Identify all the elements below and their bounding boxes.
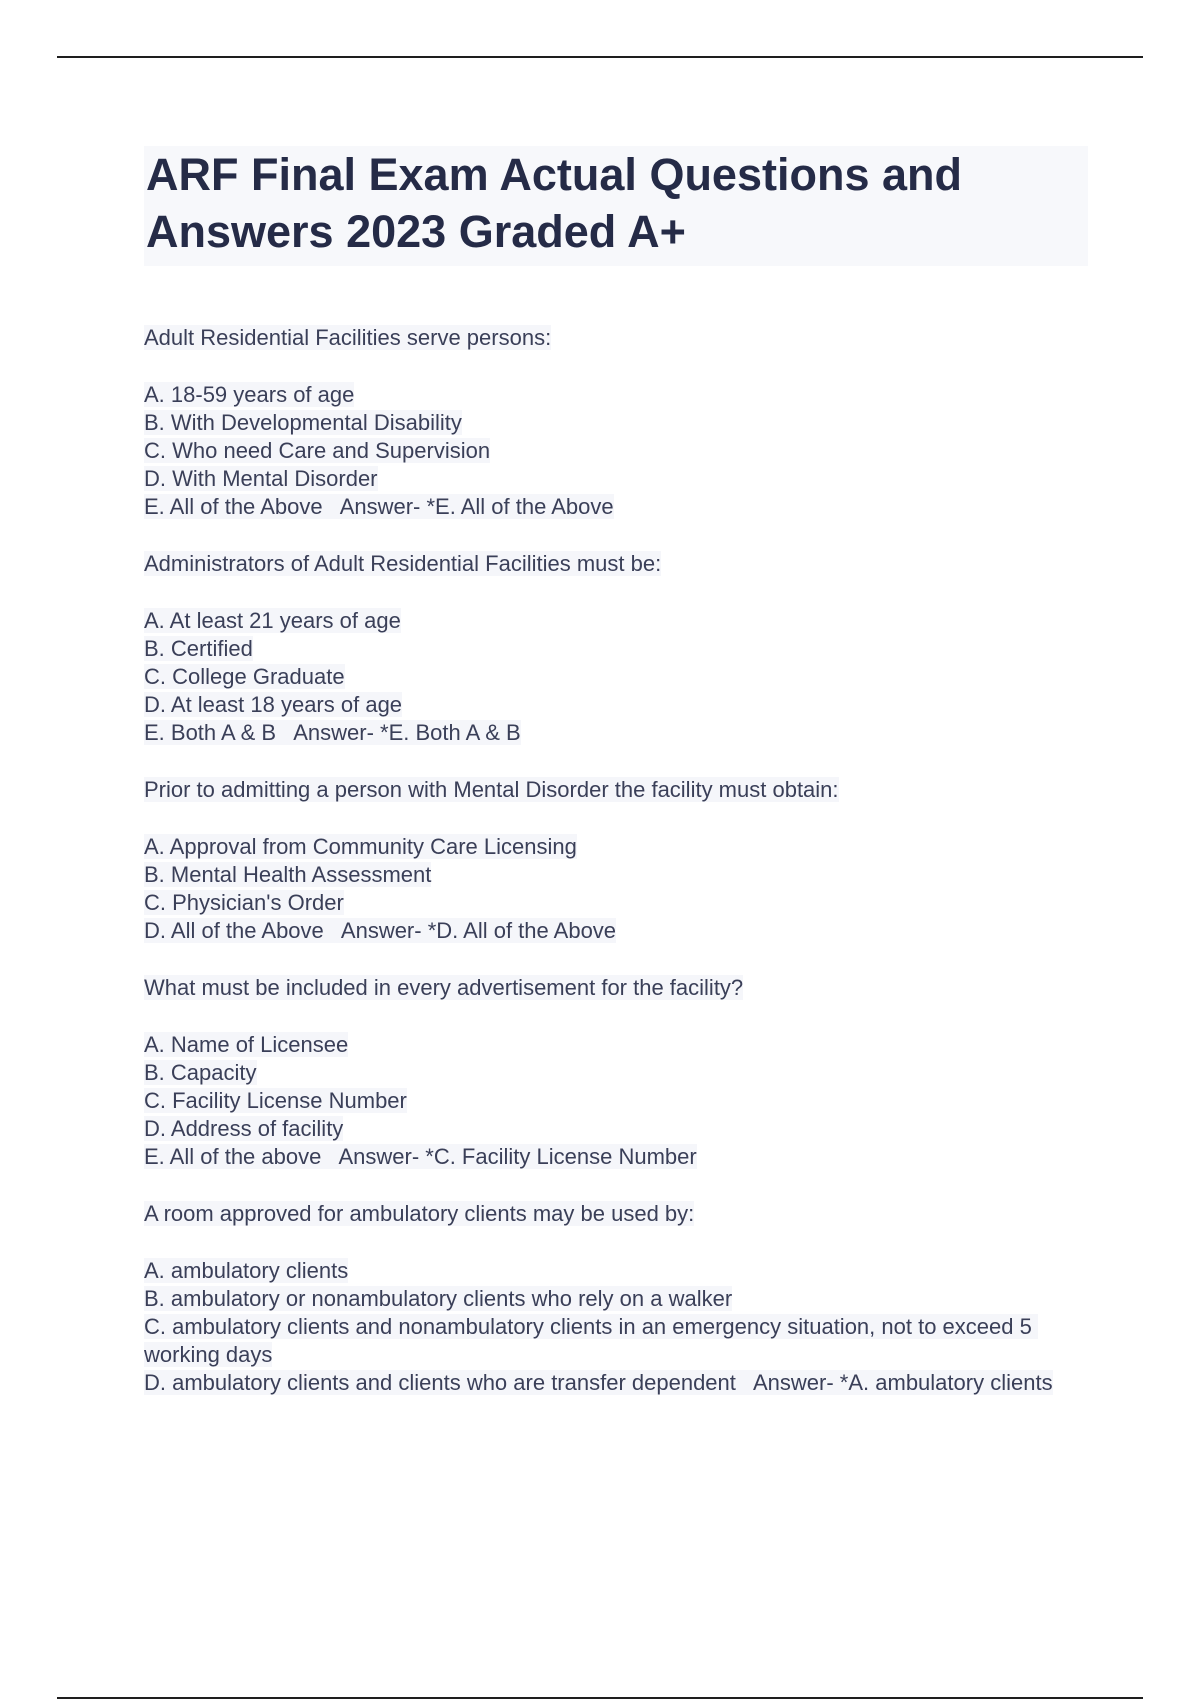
option-item: A. 18-59 years of age xyxy=(144,382,355,407)
option-item: B. Certified xyxy=(144,636,253,661)
option-item: B. Capacity xyxy=(144,1060,257,1085)
option-item: D. At least 18 years of age xyxy=(144,692,403,717)
option-item: C. Physician's Order xyxy=(144,890,344,915)
option-item: B. Mental Health Assessment xyxy=(144,862,432,887)
document-body xyxy=(144,146,1088,1426)
question-text: Adult Residential Facilities serve persons: xyxy=(144,325,552,350)
option-item: A. At least 21 years of age xyxy=(144,608,401,633)
option-answer: E. Both A & B Answer- *E. Both A & B xyxy=(144,720,521,745)
option-answer: D. ambulatory clients and clients who are transfer dependent Answer- *A. ambulatory clients xyxy=(144,1370,1053,1395)
option-item: B. ambulatory or nonambulatory clients who rely on a walker xyxy=(144,1286,733,1311)
top-rule xyxy=(57,56,1143,58)
option-answer: D. All of the Above Answer- *D. All of the Above xyxy=(144,918,617,943)
option-item: A. ambulatory clients xyxy=(144,1258,349,1283)
option-answer: E. All of the above Answer- *C. Facility License Number xyxy=(144,1144,697,1169)
option-item: C. Who need Care and Supervision xyxy=(144,438,491,463)
option-item: B. With Developmental Disability xyxy=(144,410,462,435)
question-text: What must be included in every advertisement for the facility? xyxy=(144,975,744,1000)
option-item: C. Facility License Number xyxy=(144,1088,407,1113)
bottom-rule xyxy=(57,1697,1143,1699)
option-item: C. College Graduate xyxy=(144,664,345,689)
option-item: D. Address of facility xyxy=(144,1116,344,1141)
question-block-2 xyxy=(144,550,1088,747)
question-list xyxy=(144,324,1088,1397)
option-item: D. With Mental Disorder xyxy=(144,466,378,491)
question-block-1 xyxy=(144,324,1088,521)
question-block-5 xyxy=(144,1200,1088,1397)
question-block-3 xyxy=(144,776,1088,945)
question-text: Administrators of Adult Residential Facilities must be: xyxy=(144,551,662,576)
document-title: ARF Final Exam Actual Questions and Answers 2023 Graded A+ xyxy=(144,146,1088,266)
option-item: A. Name of Licensee xyxy=(144,1032,349,1057)
question-text: Prior to admitting a person with Mental Disorder the facility must obtain: xyxy=(144,777,839,802)
question-block-4 xyxy=(144,974,1088,1171)
option-answer: E. All of the Above Answer- *E. All of the Above xyxy=(144,494,614,519)
option-item: A. Approval from Community Care Licensing xyxy=(144,834,577,859)
option-item: C. ambulatory clients and nonambulatory clients in an emergency situation, not to exceed 5 working days xyxy=(144,1314,1038,1367)
question-text: A room approved for ambulatory clients may be used by: xyxy=(144,1201,695,1226)
